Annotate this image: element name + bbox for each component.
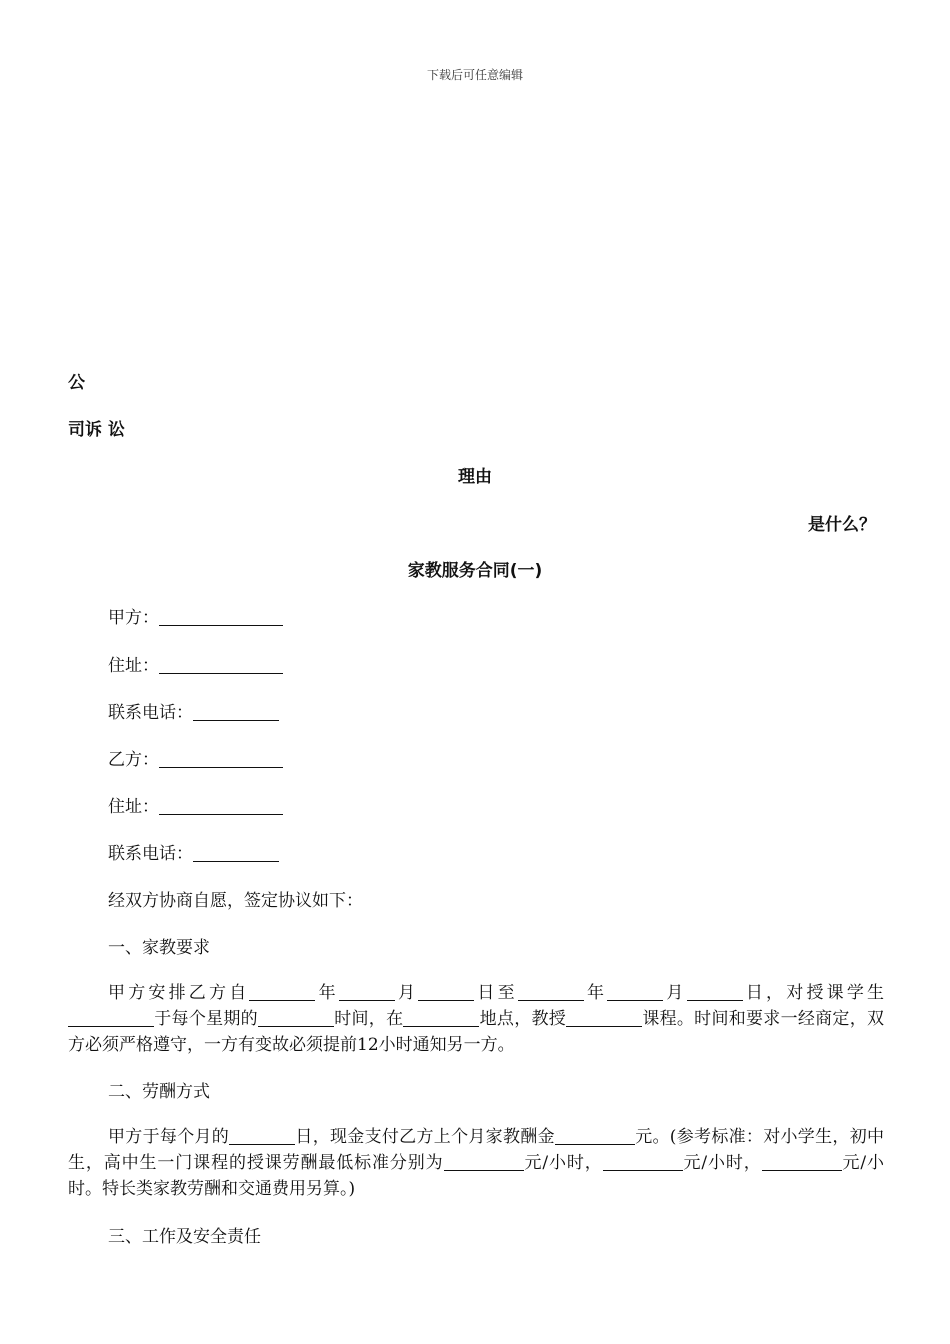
party-b-address-blank[interactable]: [159, 798, 283, 815]
party-a-address-line: [108, 651, 283, 676]
s1-text-f: 月: [663, 983, 687, 1003]
party-a-phone-label: 联系电话：: [108, 703, 193, 723]
section-1-heading: 一、家教要求: [108, 938, 210, 958]
heading-fragment-gong: 公: [68, 373, 85, 393]
s1-text-b: 年: [315, 983, 339, 1003]
pay-day-blank[interactable]: [229, 1128, 295, 1145]
s1-text-i: 时间，在: [333, 1009, 404, 1029]
section-3-heading: 三、工作及安全责任: [108, 1227, 261, 1247]
weekday-time-blank[interactable]: [258, 1010, 334, 1027]
location-blank[interactable]: [403, 1010, 479, 1027]
student-blank[interactable]: [68, 1010, 154, 1027]
high-rate-blank[interactable]: [762, 1154, 842, 1171]
course-blank[interactable]: [566, 1010, 642, 1027]
party-b-address-label: 住址：: [108, 797, 159, 817]
s1-text-a: 甲方安排乙方自: [108, 983, 250, 1003]
party-a-address-blank[interactable]: [159, 657, 283, 674]
header-note: 下载后可任意编辑: [426, 68, 523, 82]
party-a-phone-blank[interactable]: [193, 704, 279, 721]
heading-fragment-liyou: 理由: [458, 467, 492, 487]
s2-text-f: 元/小时。特长类家教劳酬和交通费用另算。): [68, 1153, 885, 1199]
party-a-line: [108, 603, 283, 628]
party-b-phone-blank[interactable]: [193, 845, 279, 862]
end-year-blank[interactable]: [518, 984, 584, 1001]
end-month-blank[interactable]: [607, 984, 663, 1001]
s1-text-g: 日，对授课学生: [742, 983, 885, 1003]
party-b-label: 乙方：: [108, 750, 159, 770]
s1-text-d: 日至: [474, 983, 518, 1003]
party-a-blank[interactable]: [159, 609, 283, 626]
party-b-blank[interactable]: [159, 751, 283, 768]
start-month-blank[interactable]: [339, 984, 395, 1001]
intro-text: 经双方协商自愿，签定协议如下：: [108, 891, 363, 911]
party-b-phone-line: [108, 839, 279, 864]
party-a-address-label: 住址：: [108, 656, 159, 676]
s1-text-j: 地点，教授: [479, 1009, 567, 1029]
s2-text-d: 元/小时，: [523, 1153, 603, 1173]
section-2-heading: 二、劳酬方式: [108, 1082, 210, 1102]
document-title: 家教服务合同(一): [407, 561, 543, 581]
s2-text-a: 甲方于每个月的: [108, 1127, 230, 1147]
s2-text-b: 日，现金支付乙方上个月家教酬金: [295, 1127, 555, 1147]
start-year-blank[interactable]: [249, 984, 315, 1001]
section-1-paragraph: [68, 980, 884, 1058]
party-a-phone-line: [108, 698, 279, 723]
end-day-blank[interactable]: [687, 984, 743, 1001]
pay-amount-blank[interactable]: [555, 1128, 635, 1145]
party-a-label: 甲方：: [108, 608, 159, 628]
s2-text-c: 元。(参考标准：对小学生，初中生，高中生一门课程的授课劳酬最低标准分别为: [68, 1127, 885, 1173]
party-b-phone-label: 联系电话：: [108, 844, 193, 864]
start-day-blank[interactable]: [418, 984, 474, 1001]
s1-text-e: 年: [583, 983, 608, 1003]
middle-rate-blank[interactable]: [603, 1154, 683, 1171]
party-b-line: [108, 745, 283, 770]
party-b-address-line: [108, 792, 283, 817]
s1-text-h: 于每个星期的: [154, 1009, 258, 1029]
s1-text-k: 课程。时间和要求一经商定，双方必须严格遵守，一方有变故必须提前12小时通知另一方。: [68, 1009, 884, 1055]
heading-fragment-sisong: 司诉 讼: [68, 420, 125, 440]
s2-text-e: 元/小时，: [682, 1153, 762, 1173]
s1-text-c: 月: [394, 983, 419, 1003]
heading-fragment-shishenme: 是什么？: [808, 515, 876, 535]
primary-rate-blank[interactable]: [444, 1154, 524, 1171]
section-2-paragraph: [68, 1124, 884, 1202]
